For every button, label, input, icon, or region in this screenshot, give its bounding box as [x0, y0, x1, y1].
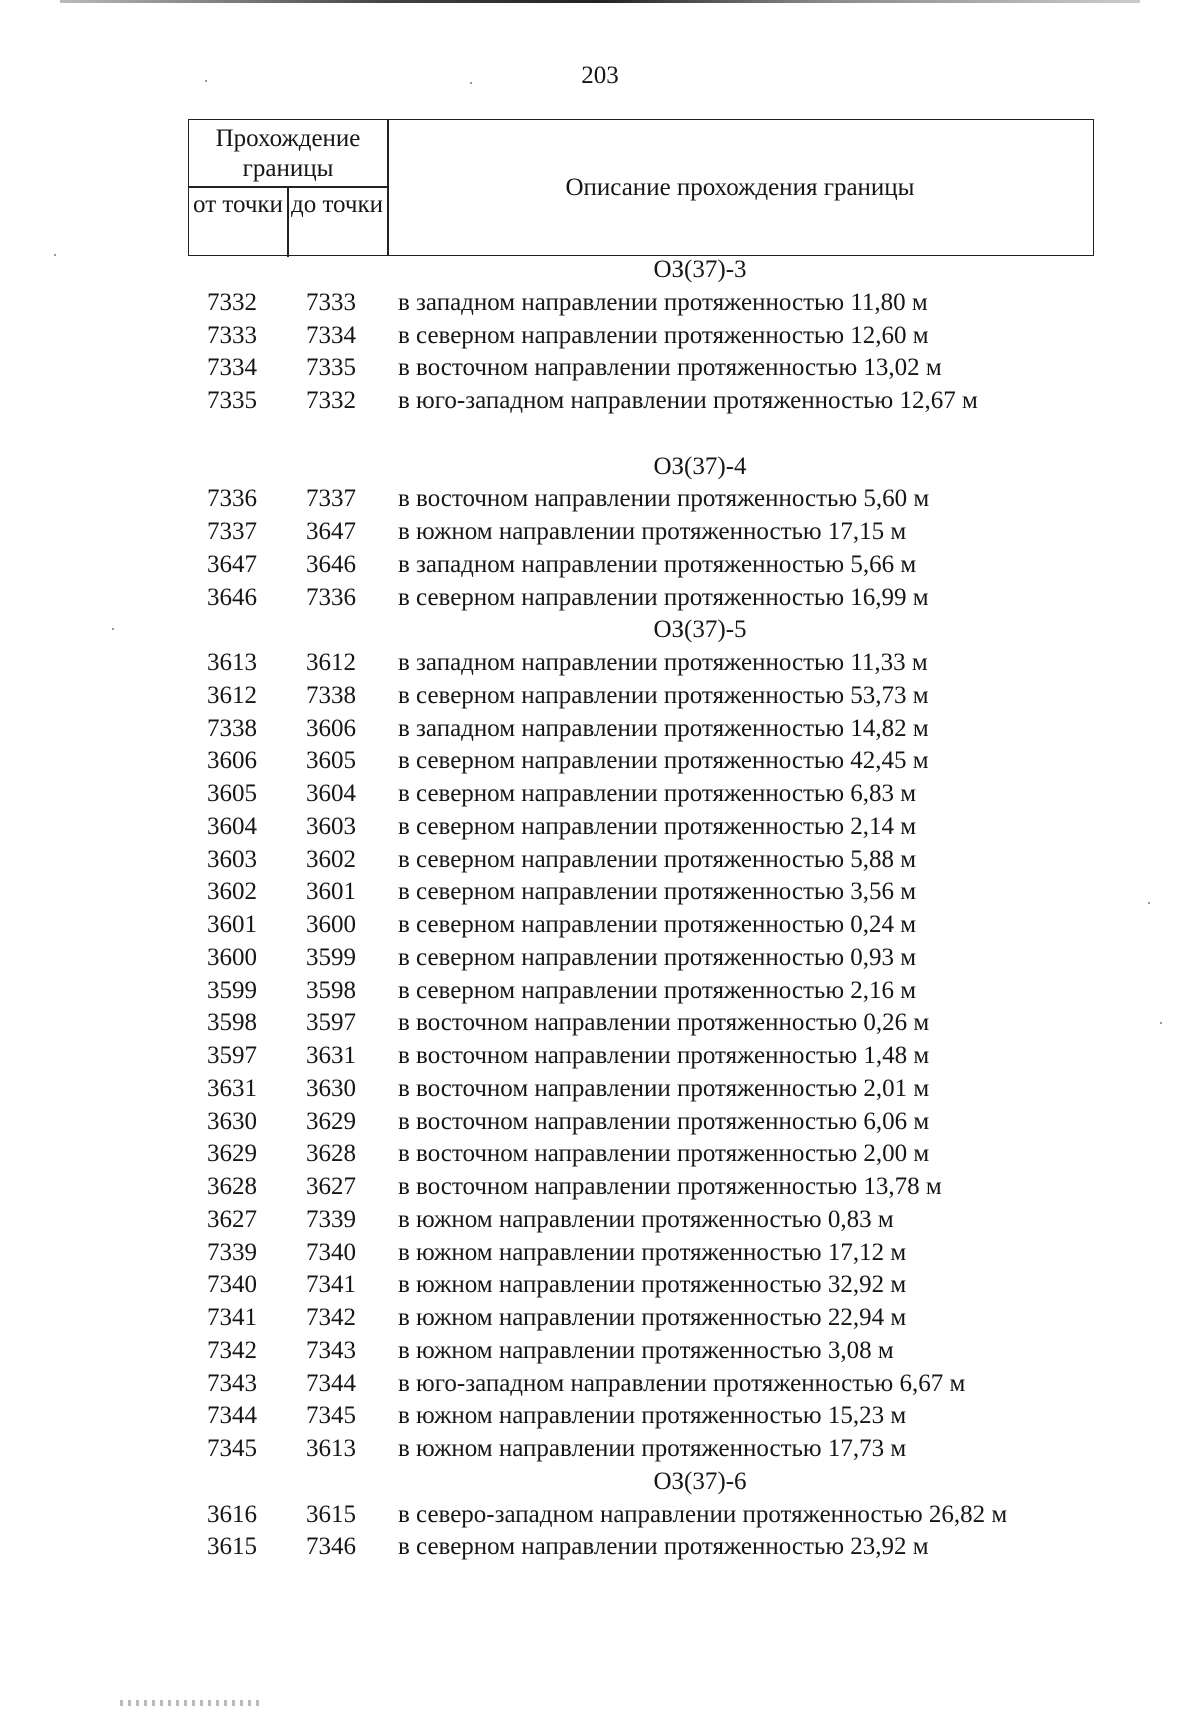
from-point-cell: 7334 — [207, 354, 257, 382]
to-point-cell: 3605 — [306, 747, 356, 775]
from-point-cell: 3601 — [207, 911, 257, 938]
table-row — [0, 1204, 1200, 1237]
table-row — [0, 1106, 1200, 1139]
description-cell: в восточном направлении протяженностью 6,06 м — [398, 1107, 930, 1135]
to-point-cell: 7337 — [306, 485, 356, 513]
scan-edge-artifact — [60, 0, 1140, 3]
scan-speck — [1160, 1022, 1162, 1024]
table-row — [0, 1400, 1200, 1433]
from-point-cell: 7332 — [207, 288, 257, 316]
table-row — [0, 1138, 1200, 1171]
from-point-cell: 3646 — [207, 583, 257, 611]
from-point-cell: 3616 — [207, 1500, 257, 1528]
description-cell: в северном направлении протяженностью 3,56 м — [398, 878, 917, 906]
scan-speck — [1148, 902, 1150, 904]
description-cell: в южном направлении протяженностью 32,92 м — [398, 1271, 907, 1299]
description-cell: в южном направлении протяженностью 0,83 м — [398, 1205, 894, 1233]
header-divider-main — [387, 120, 389, 255]
to-point-cell: 7333 — [306, 288, 356, 316]
to-point-cell: 3599 — [306, 943, 356, 971]
from-point-cell: 3598 — [207, 1009, 257, 1037]
table-row — [0, 1269, 1200, 1302]
to-point-cell: 3604 — [306, 780, 356, 807]
description-cell: в северном направлении протяженностью 0,93 м — [398, 943, 917, 971]
section-title: ОЗ(37)-4 — [653, 452, 747, 480]
table-row — [0, 1237, 1200, 1270]
from-point-cell: 3606 — [207, 747, 257, 775]
from-point-cell: 3627 — [207, 1205, 257, 1233]
table-row — [0, 1531, 1200, 1564]
table-row — [0, 352, 1200, 385]
description-cell: в юго-западном направлении протяженностью 6,67 м — [398, 1369, 966, 1397]
table-header — [188, 119, 1094, 256]
table-row — [0, 909, 1200, 942]
from-point-cell: 3628 — [207, 1173, 257, 1200]
to-point-cell: 3615 — [306, 1500, 356, 1528]
table-row — [0, 1368, 1200, 1401]
description-cell: в западном направлении протяженностью 5,66 м — [398, 550, 917, 578]
from-point-cell: 3629 — [207, 1140, 257, 1168]
from-point-cell: 3612 — [207, 681, 257, 709]
from-point-cell: 7339 — [207, 1238, 257, 1266]
description-cell: в северном направлении протяженностью 5,88 м — [398, 845, 917, 873]
description-cell: в северном направлении протяженностью 53,73 м — [398, 681, 929, 709]
from-point-cell: 7333 — [207, 321, 257, 349]
section-title: ОЗ(37)-3 — [653, 256, 747, 283]
description-cell: в северном направлении протяженностью 23,92 м — [398, 1533, 929, 1561]
table-row — [0, 1171, 1200, 1204]
to-point-cell: 3600 — [306, 911, 356, 938]
description-cell: в северном направлении протяженностью 0,24 м — [398, 911, 917, 938]
from-point-cell: 3599 — [207, 976, 257, 1004]
section-spacer — [0, 418, 1200, 451]
table-row — [0, 942, 1200, 975]
table-row — [0, 876, 1200, 909]
table-row — [0, 385, 1200, 418]
to-point-cell: 7342 — [306, 1304, 356, 1331]
header-divider-points — [287, 186, 289, 257]
from-point-cell: 3602 — [207, 878, 257, 906]
from-point-cell: 3631 — [207, 1074, 257, 1102]
to-point-cell: 7344 — [306, 1369, 356, 1397]
table-row — [0, 713, 1200, 746]
table-row — [0, 287, 1200, 320]
description-cell: в северном направлении протяженностью 6,83 м — [398, 780, 917, 807]
from-point-cell: 3613 — [207, 649, 257, 676]
from-point-cell: 7341 — [207, 1304, 257, 1331]
from-point-cell: 7343 — [207, 1369, 257, 1397]
from-point-cell: 7340 — [207, 1271, 257, 1299]
description-cell: в южном направлении протяженностью 17,73 м — [398, 1435, 907, 1462]
description-cell: в северном направлении протяженностью 16,99 м — [398, 583, 929, 611]
from-point-cell: 7338 — [207, 714, 257, 742]
description-cell: в западном направлении протяженностью 11,33 м — [398, 649, 928, 676]
from-point-cell: 7344 — [207, 1402, 257, 1430]
to-point-cell: 7343 — [306, 1336, 356, 1364]
to-point-cell: 3597 — [306, 1009, 356, 1037]
table-row — [0, 647, 1200, 680]
from-point-cell: 3603 — [207, 845, 257, 873]
description-cell: в северном направлении протяженностью 2,16 м — [398, 976, 917, 1004]
description-cell: в западном направлении протяженностью 11,80 м — [398, 288, 928, 316]
to-point-cell: 7332 — [306, 387, 356, 414]
to-point-cell: 7338 — [306, 681, 356, 709]
table-row — [0, 1433, 1200, 1466]
table-row — [0, 1302, 1200, 1335]
from-point-cell: 3630 — [207, 1107, 257, 1135]
description-cell: в восточном направлении протяженностью 13,02 м — [398, 354, 942, 382]
table-row — [0, 680, 1200, 713]
description-cell: в восточном направлении протяженностью 2,00 м — [398, 1140, 930, 1168]
to-point-cell: 3646 — [306, 550, 356, 578]
description-cell: в восточном направлении протяженностью 0,26 м — [398, 1009, 930, 1037]
description-cell: в северном направлении протяженностью 12,60 м — [398, 321, 929, 349]
scan-speck — [205, 80, 207, 82]
to-point-cell: 3598 — [306, 976, 356, 1004]
to-point-cell: 3629 — [306, 1107, 356, 1135]
to-point-cell: 7346 — [306, 1533, 356, 1561]
description-cell: в северном направлении протяженностью 42,45 м — [398, 747, 929, 775]
to-point-cell: 3602 — [306, 845, 356, 873]
from-point-cell: 3604 — [207, 812, 257, 840]
table-row — [0, 1040, 1200, 1073]
description-cell: в северо-западном направлении протяженностью 26,82 м — [398, 1500, 1008, 1528]
to-point-cell: 7340 — [306, 1238, 356, 1266]
table-row — [0, 320, 1200, 353]
table-row — [0, 549, 1200, 582]
description-cell: в восточном направлении протяженностью 13,78 м — [398, 1173, 942, 1200]
header-description-text: Описание прохождения границы — [565, 173, 915, 201]
table-row — [0, 516, 1200, 549]
table-row — [0, 483, 1200, 516]
description-cell: в восточном направлении протяженностью 5,60 м — [398, 485, 930, 513]
from-point-cell: 7342 — [207, 1336, 257, 1364]
description-cell: в западном направлении протяженностью 14,82 м — [398, 714, 929, 742]
description-cell: в южном направлении протяженностью 3,08 м — [398, 1336, 894, 1364]
to-point-cell: 3612 — [306, 649, 356, 676]
header-to-point: до точки — [290, 191, 384, 218]
description-cell: в южном направлении протяженностью 17,12 м — [398, 1238, 907, 1266]
description-cell: в юго-западном направлении протяженностью 12,67 м — [398, 387, 978, 414]
description-cell: в южном направлении протяженностью 17,15 м — [398, 518, 907, 545]
to-point-cell: 3606 — [306, 714, 356, 742]
boundary-table-body — [0, 254, 1200, 1564]
page-number: 203 — [581, 62, 619, 89]
table-row — [0, 811, 1200, 844]
table-row — [0, 1007, 1200, 1040]
description-cell: в южном направлении протяженностью 15,23 м — [398, 1402, 907, 1430]
from-point-cell: 3615 — [207, 1533, 257, 1561]
description-cell: в южном направлении протяженностью 22,94 м — [398, 1304, 907, 1331]
description-cell: в восточном направлении протяженностью 1,48 м — [398, 1042, 930, 1069]
table-row — [0, 1335, 1200, 1368]
scan-speck — [112, 628, 114, 630]
header-description-title — [387, 120, 1093, 255]
description-cell: в северном направлении протяженностью 2,14 м — [398, 812, 917, 840]
table-row — [0, 745, 1200, 778]
section-title: ОЗ(37)-5 — [653, 616, 747, 644]
to-point-cell: 3627 — [306, 1173, 356, 1200]
header-from-point: от точки — [193, 191, 283, 218]
to-point-cell: 7335 — [306, 354, 356, 382]
from-point-cell: 7336 — [207, 485, 257, 513]
to-point-cell: 3630 — [306, 1074, 356, 1102]
to-point-cell: 7345 — [306, 1402, 356, 1430]
from-point-cell: 3647 — [207, 550, 257, 578]
to-point-cell: 7339 — [306, 1205, 356, 1233]
table-row — [0, 778, 1200, 811]
from-point-cell: 7335 — [207, 387, 257, 414]
to-point-cell: 3613 — [306, 1435, 356, 1462]
to-point-cell: 3631 — [306, 1042, 356, 1069]
to-point-cell: 7334 — [306, 321, 356, 349]
from-point-cell: 3597 — [207, 1042, 257, 1069]
description-cell: в восточном направлении протяженностью 2,01 м — [398, 1074, 930, 1102]
scan-speck — [54, 254, 56, 256]
to-point-cell: 3628 — [306, 1140, 356, 1168]
section-title: ОЗ(37)-6 — [653, 1467, 747, 1495]
to-point-cell: 3601 — [306, 878, 356, 906]
from-point-cell: 7345 — [207, 1435, 257, 1462]
to-point-cell: 3603 — [306, 812, 356, 840]
table-row — [0, 1499, 1200, 1532]
scan-speck — [470, 82, 472, 84]
table-row — [0, 844, 1200, 877]
from-point-cell: 3605 — [207, 780, 257, 807]
table-row — [0, 1073, 1200, 1106]
from-point-cell: 3600 — [207, 943, 257, 971]
table-row — [0, 975, 1200, 1008]
header-group-title: Прохождение границы — [215, 125, 361, 182]
scan-edge-artifact — [120, 1700, 260, 1706]
to-point-cell: 3647 — [306, 518, 356, 545]
to-point-cell: 7341 — [306, 1271, 356, 1299]
from-point-cell: 7337 — [207, 518, 257, 545]
table-row — [0, 582, 1200, 615]
to-point-cell: 7336 — [306, 583, 356, 611]
